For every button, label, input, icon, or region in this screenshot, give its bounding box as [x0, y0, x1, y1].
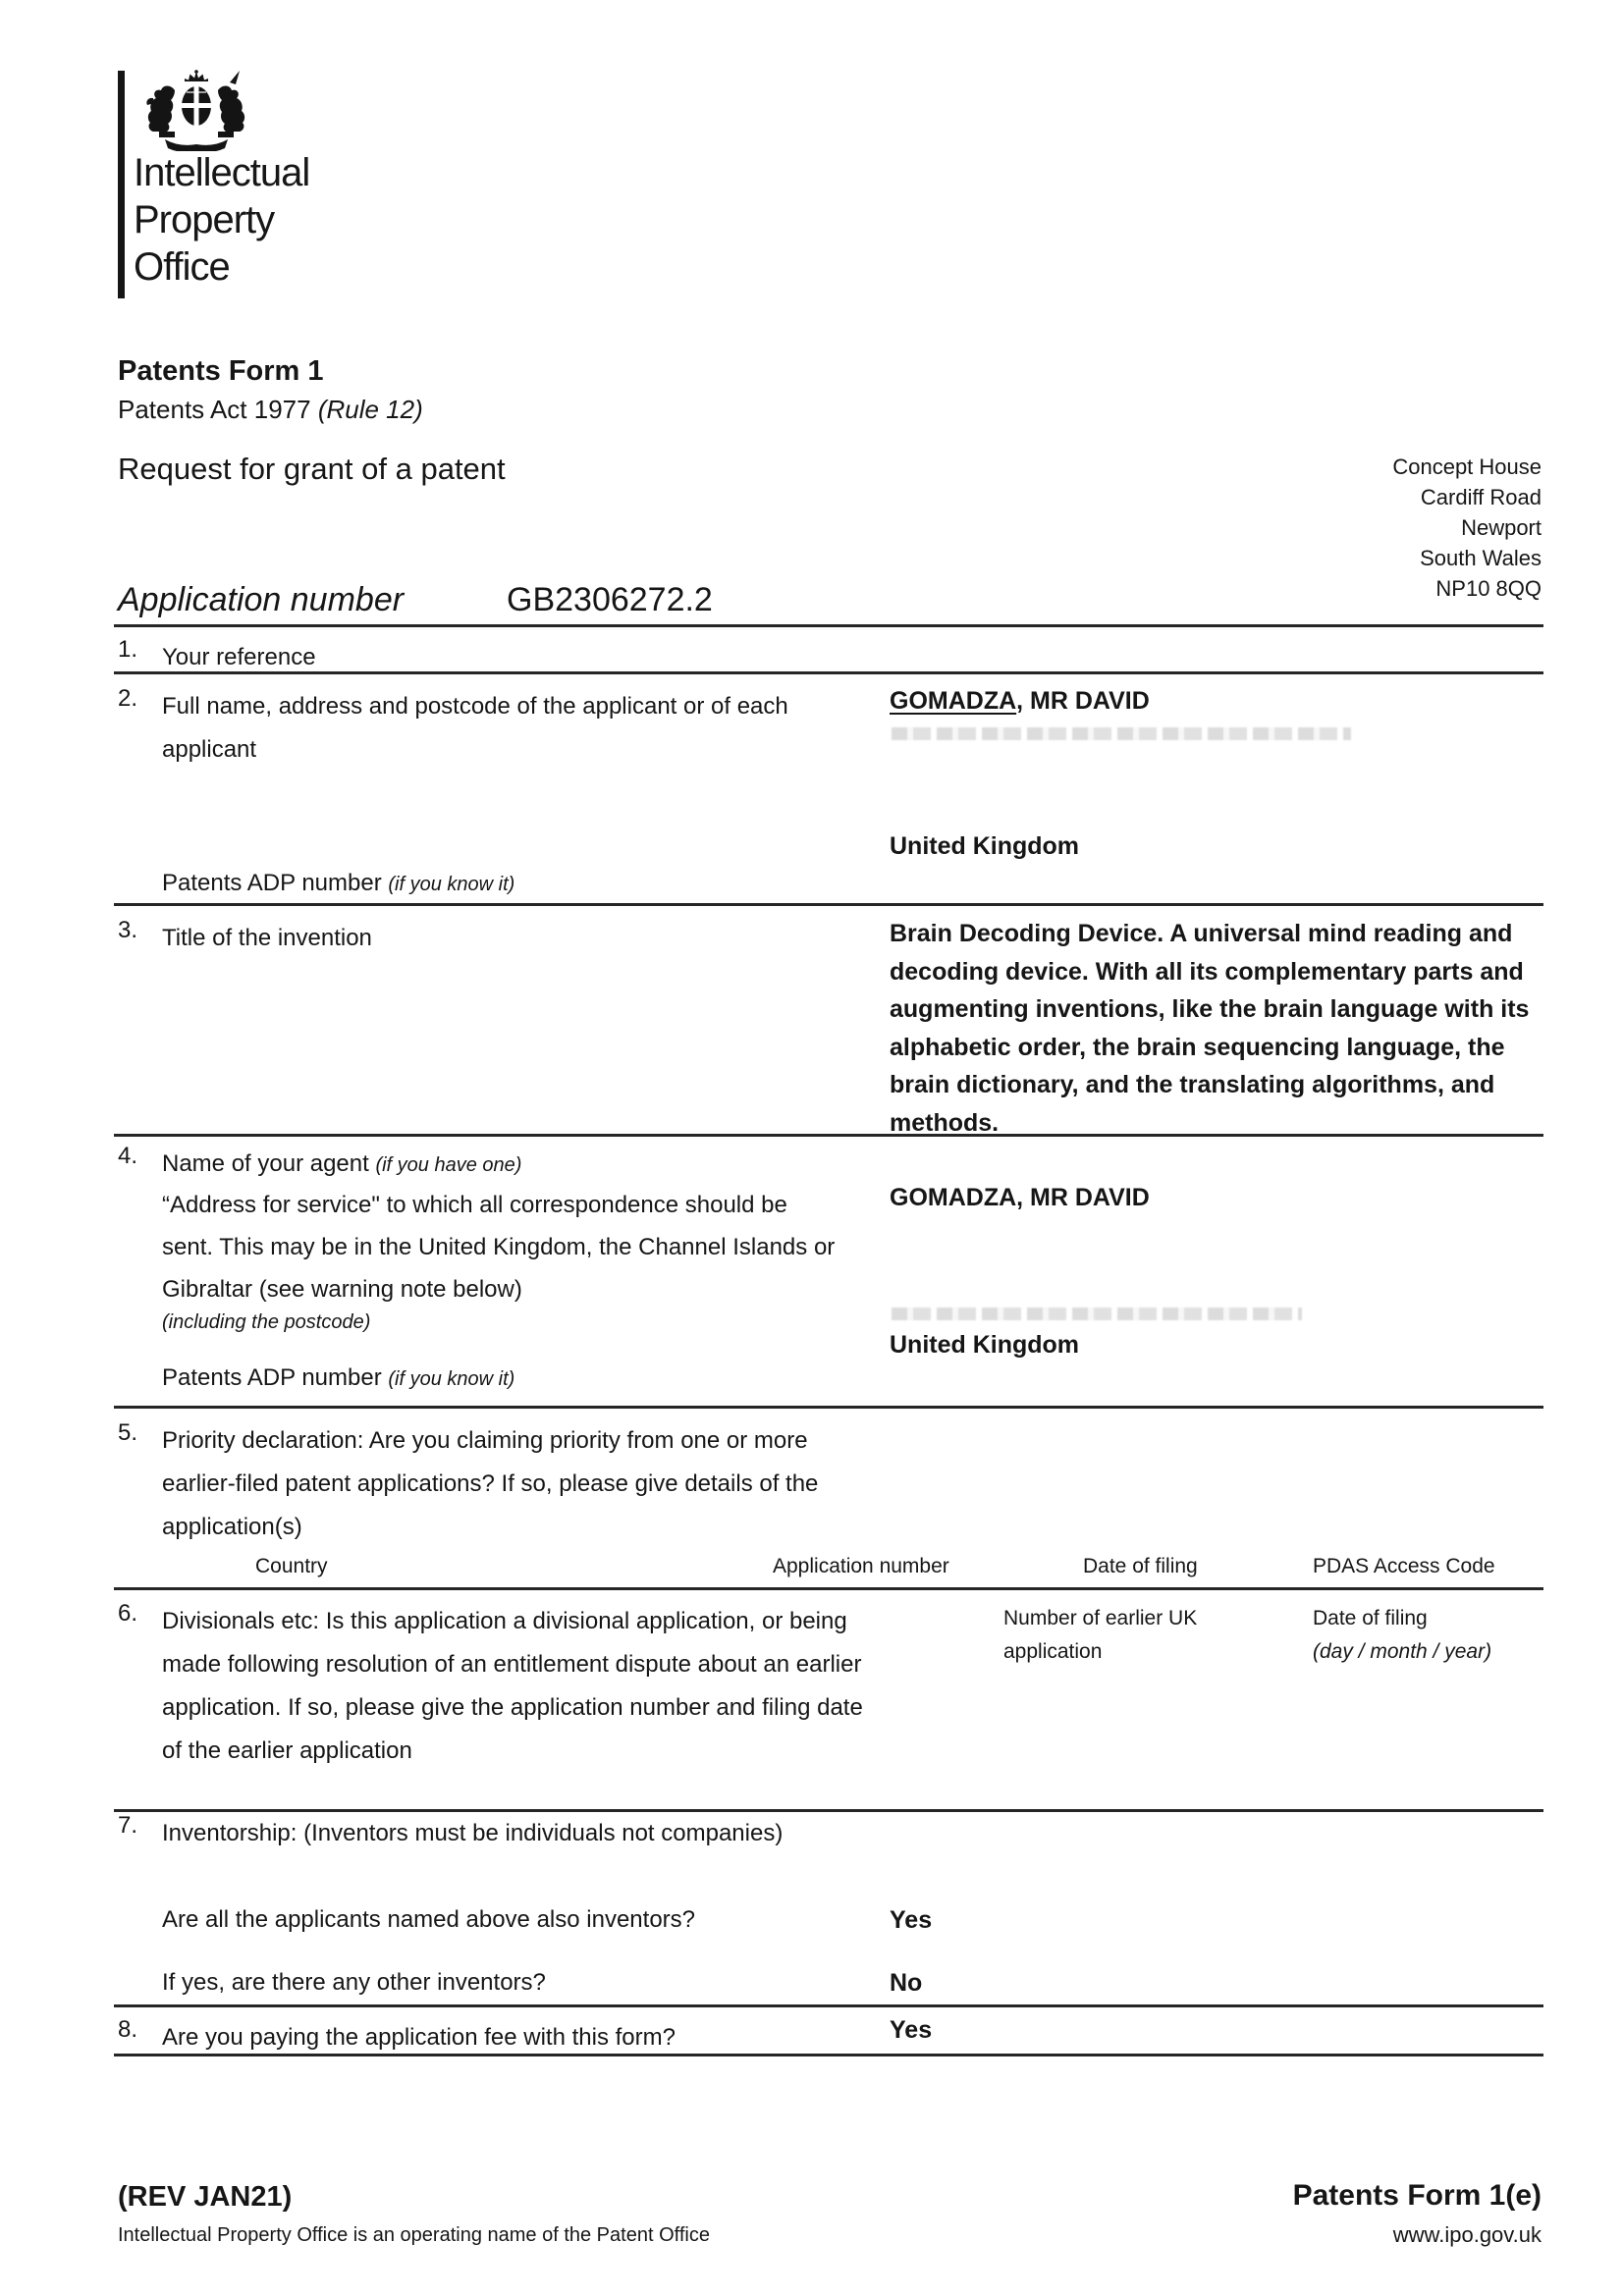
section-7-label: Inventorship: (Inventors must be individuals not companies): [162, 1820, 784, 1846]
column-header-application-number: Application number: [773, 1555, 949, 1577]
application-number-value: GB2306272.2: [507, 581, 713, 618]
divider: [114, 1587, 1543, 1590]
adp-label-note: (if you know it): [388, 874, 515, 895]
revision-tag: (REV JAN21): [118, 2181, 293, 2213]
section-2-number: 2.: [118, 685, 138, 712]
date-of-filing-format-note: (day / month / year): [1313, 1640, 1492, 1663]
section-4-label: [162, 1143, 521, 1187]
adp-number-label: [162, 870, 514, 897]
divider: [114, 2004, 1543, 2007]
logo-wordmark: [134, 149, 309, 291]
logo-line-1: Intellectual: [134, 151, 310, 194]
website-url: www.ipo.gov.uk: [1392, 2222, 1542, 2247]
section-2-label: Full name, address and postcode of the applicant or of each applicant: [162, 693, 788, 763]
adp-number-label: [162, 1364, 514, 1392]
section-1-number: 1.: [118, 636, 138, 663]
earlier-uk-application-line2: application: [1003, 1640, 1103, 1663]
divider: [114, 624, 1543, 627]
answer-applicants-also-inventors: Yes: [890, 1906, 933, 1934]
operating-name-note: Intellectual Property Office is an operating name of the Patent Office: [118, 2224, 710, 2246]
section-1-label: Your reference: [162, 644, 316, 670]
applicant-surname: GOMADZA: [890, 687, 1017, 715]
section-7-number: 7.: [118, 1812, 138, 1839]
agent-name: GOMADZA, MR DAVID: [890, 1184, 1150, 1211]
address-line: South Wales: [1420, 546, 1542, 570]
adp-label-text: Patents ADP number: [162, 1364, 389, 1391]
section-5-label: Priority declaration: Are you claiming priority from one or more earlier-filed patent applications? If so, please give details of the application(s): [162, 1427, 819, 1540]
date-of-filing-line1: Date of filing: [1313, 1607, 1428, 1629]
divider: [114, 671, 1543, 674]
agent-label-note: (if you have one): [375, 1154, 522, 1176]
adp-label-text: Patents ADP number: [162, 870, 389, 896]
adp-label-note: (if you know it): [388, 1368, 515, 1390]
section-6-number: 6.: [118, 1600, 138, 1627]
invention-title: Brain Decoding Device. A universal mind reading and decoding device. With all its complementary parts and augmenting inventions, like the brain language with its alphabetic order, the brain sequencing language, the brain dictionary, and the translating algorithms, and methods.: [890, 920, 1530, 1137]
address-line: NP10 8QQ: [1435, 576, 1542, 601]
royal-coat-of-arms-icon: [135, 69, 257, 151]
earlier-uk-application-line1: Number of earlier UK: [1003, 1607, 1198, 1629]
column-header-country: Country: [255, 1555, 328, 1577]
logo-vertical-bar: [118, 71, 125, 298]
applicant-country: United Kingdom: [890, 832, 1080, 860]
redacted-address-line: [892, 1308, 1302, 1320]
form-reference: Patents Form 1(e): [1292, 2179, 1542, 2212]
address-for-service-text: “Address for service" to which all correspondence should be sent. This may be in the United Kingdom, the Channel Islands or Gibraltar (see warning note below): [162, 1192, 836, 1303]
question-other-inventors: If yes, are there any other inventors?: [162, 1969, 546, 1996]
form-name: Patents Form 1: [118, 355, 324, 387]
applicant-name: [890, 687, 1150, 716]
including-postcode-note: (including the postcode): [162, 1311, 371, 1333]
agent-country: United Kingdom: [890, 1331, 1080, 1359]
agent-label-text: Name of your agent: [162, 1150, 376, 1177]
column-header-pdas-access-code: PDAS Access Code: [1313, 1555, 1495, 1577]
section-8-label: Are you paying the application fee with this form?: [162, 2024, 676, 2051]
logo-line-3: Office: [134, 245, 230, 289]
office-address: [1060, 452, 1542, 604]
section-8-number: 8.: [118, 2016, 138, 2043]
act-rule: (Rule 12): [317, 395, 423, 424]
act-line: [118, 395, 423, 425]
section-5-number: 5.: [118, 1419, 138, 1446]
applicant-name-rest: , MR DAVID: [1016, 687, 1150, 715]
column-header-date-of-filing: Date of filing: [1083, 1555, 1198, 1577]
section-6-label: Divisionals etc: Is this application a divisional application, or being made following resolution of an entitlement dispute about an earlier application. If so, please give the application number and filing date of the earlier application: [162, 1608, 863, 1764]
date-of-filing-header: [1313, 1602, 1548, 1669]
request-title: Request for grant of a patent: [118, 452, 506, 486]
answer-other-inventors: No: [890, 1969, 923, 1997]
redacted-address-line: [892, 727, 1351, 740]
section-3-label: Title of the invention: [162, 925, 372, 951]
answer-paying-fee: Yes: [890, 2016, 933, 2044]
divider: [114, 903, 1543, 906]
address-line: Concept House: [1392, 454, 1542, 479]
section-3-number: 3.: [118, 917, 138, 943]
logo-line-2: Property: [134, 198, 275, 241]
divider: [114, 1406, 1543, 1409]
section-4-number: 4.: [118, 1143, 138, 1169]
earlier-uk-application-header: [1003, 1602, 1249, 1669]
address-line: Cardiff Road: [1420, 485, 1542, 509]
address-line: Newport: [1461, 515, 1542, 540]
application-number-label: Application number: [118, 581, 405, 618]
act-text: Patents Act 1977: [118, 395, 318, 424]
question-applicants-also-inventors: Are all the applicants named above also inventors?: [162, 1906, 695, 1933]
